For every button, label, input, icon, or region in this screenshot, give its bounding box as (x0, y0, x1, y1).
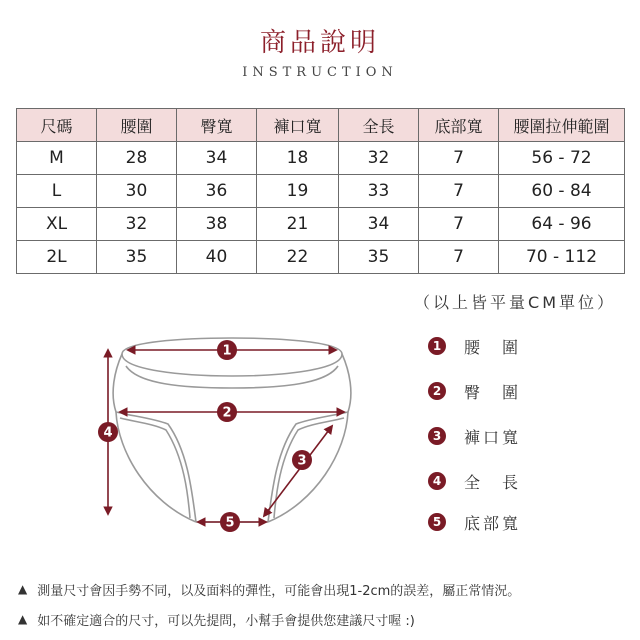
table-cell: 7 (419, 142, 499, 175)
table-cell: 34 (177, 142, 257, 175)
number-badge: 4 (428, 472, 446, 490)
unit-note: （以上皆平量CM單位） (414, 293, 616, 312)
marker-5 (220, 512, 240, 532)
note-text: 如不確定適合的尺寸，可以先提問，小幫手會提供您建議尺寸喔 :) (37, 613, 415, 629)
underwear-measurement-diagram (92, 332, 362, 542)
legend-label: 臀 圍 (464, 382, 522, 402)
triangle-icon: ▲ (18, 612, 28, 626)
notes (18, 574, 638, 634)
marker-4 (98, 422, 118, 442)
table-header-row (17, 109, 625, 142)
legend-item-waist (428, 334, 521, 358)
svg-text:3: 3 (297, 453, 307, 469)
table-cell: 35 (339, 241, 419, 274)
table-cell: 64 - 96 (499, 208, 625, 241)
marker-3 (292, 450, 312, 470)
note-text: 測量尺寸會因手勢不同，以及面料的彈性，可能會出現1-2cm的誤差，屬正常情況。 (37, 583, 521, 599)
header-size: 尺碼 (17, 109, 97, 142)
note-item (18, 604, 638, 634)
table-cell: 2L (17, 241, 97, 274)
table-cell: 30 (97, 175, 177, 208)
legend-label: 褲口寬 (464, 427, 522, 447)
svg-text:2: 2 (222, 405, 232, 421)
table-cell: L (17, 175, 97, 208)
table-row (17, 208, 625, 241)
legend-item-gusset (428, 510, 521, 534)
table-cell: 34 (339, 208, 419, 241)
number-badge: 1 (428, 337, 446, 355)
table-cell: M (17, 142, 97, 175)
header-waist-stretch: 腰圍拉伸範圍 (499, 109, 625, 142)
size-table (16, 108, 625, 274)
marker-2 (217, 402, 237, 422)
table-cell: 7 (419, 241, 499, 274)
svg-text:5: 5 (225, 515, 235, 531)
svg-text:1: 1 (222, 343, 232, 359)
legend-item-hip (428, 379, 521, 403)
number-badge: 3 (428, 427, 446, 445)
leg-opening-measure-line (264, 426, 332, 516)
marker-1 (217, 340, 237, 360)
triangle-icon: ▲ (18, 582, 28, 596)
header-waist: 腰圍 (97, 109, 177, 142)
table-cell: 33 (339, 175, 419, 208)
svg-text:4: 4 (103, 425, 113, 441)
header-gusset: 底部寬 (419, 109, 499, 142)
table-cell: 22 (257, 241, 339, 274)
table-cell: 38 (177, 208, 257, 241)
table-row (17, 175, 625, 208)
table-cell: 7 (419, 208, 499, 241)
legend-item-length (428, 469, 521, 493)
table-cell: 56 - 72 (499, 142, 625, 175)
table-cell: 32 (97, 208, 177, 241)
table-cell: XL (17, 208, 97, 241)
number-badge: 2 (428, 382, 446, 400)
table-cell: 40 (177, 241, 257, 274)
note-item (18, 574, 638, 604)
header-hip: 臀寬 (177, 109, 257, 142)
table-cell: 60 - 84 (499, 175, 625, 208)
table-row (17, 142, 625, 175)
table-cell: 36 (177, 175, 257, 208)
table-cell: 19 (257, 175, 339, 208)
table-cell: 70 - 112 (499, 241, 625, 274)
header-leg-opening: 褲口寬 (257, 109, 339, 142)
table-cell: 21 (257, 208, 339, 241)
table-cell: 18 (257, 142, 339, 175)
number-badge: 5 (428, 513, 446, 531)
table-row (17, 241, 625, 274)
garment-outline (113, 338, 351, 522)
legend-label: 底部寬 (464, 513, 522, 533)
table-cell: 35 (97, 241, 177, 274)
legend-item-leg-opening (428, 424, 521, 448)
table-cell: 28 (97, 142, 177, 175)
page-subtitle: INSTRUCTION (242, 65, 398, 80)
page-title: 商品說明 (259, 28, 380, 58)
table-cell: 32 (339, 142, 419, 175)
legend-label: 腰 圍 (464, 337, 522, 357)
table-cell: 7 (419, 175, 499, 208)
header-length: 全長 (339, 109, 419, 142)
legend-label: 全 長 (464, 472, 522, 492)
